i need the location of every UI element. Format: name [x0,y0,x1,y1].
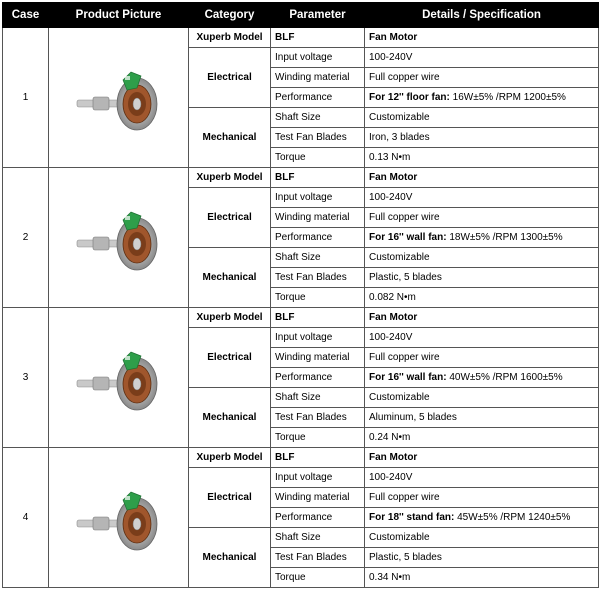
value-input-voltage: 100-240V [365,188,599,208]
performance-prefix: For 16'' wall fan: [369,232,447,243]
model-value: Fan Motor [365,308,599,328]
param-input-voltage: Input voltage [271,48,365,68]
value-blades: Aluminum, 5 blades [365,408,599,428]
fan-motor-icon [71,482,167,554]
header-row [3,3,599,28]
spec-table [2,2,599,588]
param-shaft: Shaft Size [271,248,365,268]
model-param: BLF [271,308,365,328]
value-torque: 0.34 N•m [365,568,599,588]
header-case: Case [3,3,49,28]
spec-table-body [3,28,599,588]
mechanical-label: Mechanical [189,248,271,308]
fan-motor-icon [71,202,167,274]
value-torque: 0.082 N•m [365,288,599,308]
performance-prefix: For 12'' floor fan: [369,92,450,103]
value-shaft: Customizable [365,388,599,408]
value-shaft: Customizable [365,108,599,128]
model-label: Xuperb Model [189,168,271,188]
param-performance: Performance [271,368,365,388]
param-input-voltage: Input voltage [271,468,365,488]
param-shaft: Shaft Size [271,388,365,408]
param-torque: Torque [271,428,365,448]
param-input-voltage: Input voltage [271,188,365,208]
value-winding: Full copper wire [365,488,599,508]
value-torque: 0.24 N•m [365,428,599,448]
model-value: Fan Motor [365,168,599,188]
value-performance [365,508,599,528]
value-winding: Full copper wire [365,68,599,88]
value-blades: Plastic, 5 blades [365,548,599,568]
param-input-voltage: Input voltage [271,328,365,348]
table-row [3,28,599,48]
case-number: 3 [3,308,49,448]
product-picture [49,28,189,168]
param-blades: Test Fan Blades [271,548,365,568]
value-performance [365,228,599,248]
header-details: Details / Specification [365,3,599,28]
value-input-voltage: 100-240V [365,48,599,68]
model-label: Xuperb Model [189,448,271,468]
param-winding: Winding material [271,488,365,508]
header-parameter: Parameter [271,3,365,28]
param-shaft: Shaft Size [271,528,365,548]
header-category: Category [189,3,271,28]
model-value: Fan Motor [365,448,599,468]
mechanical-label: Mechanical [189,108,271,168]
electrical-label: Electrical [189,48,271,108]
performance-value: 40W±5% /RPM 1600±5% [446,372,563,383]
case-number: 2 [3,168,49,308]
value-performance [365,368,599,388]
value-winding: Full copper wire [365,208,599,228]
value-winding: Full copper wire [365,348,599,368]
param-winding: Winding material [271,348,365,368]
product-picture [49,308,189,448]
param-blades: Test Fan Blades [271,268,365,288]
param-torque: Torque [271,288,365,308]
value-performance [365,88,599,108]
param-performance: Performance [271,88,365,108]
product-picture [49,448,189,588]
value-blades: Plastic, 5 blades [365,268,599,288]
param-winding: Winding material [271,68,365,88]
param-blades: Test Fan Blades [271,128,365,148]
case-number: 4 [3,448,49,588]
performance-prefix: For 16'' wall fan: [369,372,447,383]
value-input-voltage: 100-240V [365,328,599,348]
value-shaft: Customizable [365,248,599,268]
electrical-label: Electrical [189,188,271,248]
header-product-picture: Product Picture [49,3,189,28]
case-number: 1 [3,28,49,168]
model-param: BLF [271,28,365,48]
value-blades: Iron, 3 blades [365,128,599,148]
model-param: BLF [271,448,365,468]
value-input-voltage: 100-240V [365,468,599,488]
performance-prefix: For 18'' stand fan: [369,512,455,523]
model-label: Xuperb Model [189,308,271,328]
param-torque: Torque [271,568,365,588]
mechanical-label: Mechanical [189,388,271,448]
mechanical-label: Mechanical [189,528,271,588]
electrical-label: Electrical [189,468,271,528]
param-torque: Torque [271,148,365,168]
param-performance: Performance [271,508,365,528]
table-row [3,168,599,188]
model-label: Xuperb Model [189,28,271,48]
param-performance: Performance [271,228,365,248]
model-param: BLF [271,168,365,188]
value-shaft: Customizable [365,528,599,548]
electrical-label: Electrical [189,328,271,388]
param-shaft: Shaft Size [271,108,365,128]
table-row [3,448,599,468]
param-winding: Winding material [271,208,365,228]
performance-value: 16W±5% /RPM 1200±5% [449,92,566,103]
model-value: Fan Motor [365,28,599,48]
fan-motor-icon [71,62,167,134]
fan-motor-icon [71,342,167,414]
performance-value: 18W±5% /RPM 1300±5% [446,232,563,243]
performance-value: 45W±5% /RPM 1240±5% [454,512,571,523]
param-blades: Test Fan Blades [271,408,365,428]
table-row [3,308,599,328]
value-torque: 0.13 N•m [365,148,599,168]
product-picture [49,168,189,308]
